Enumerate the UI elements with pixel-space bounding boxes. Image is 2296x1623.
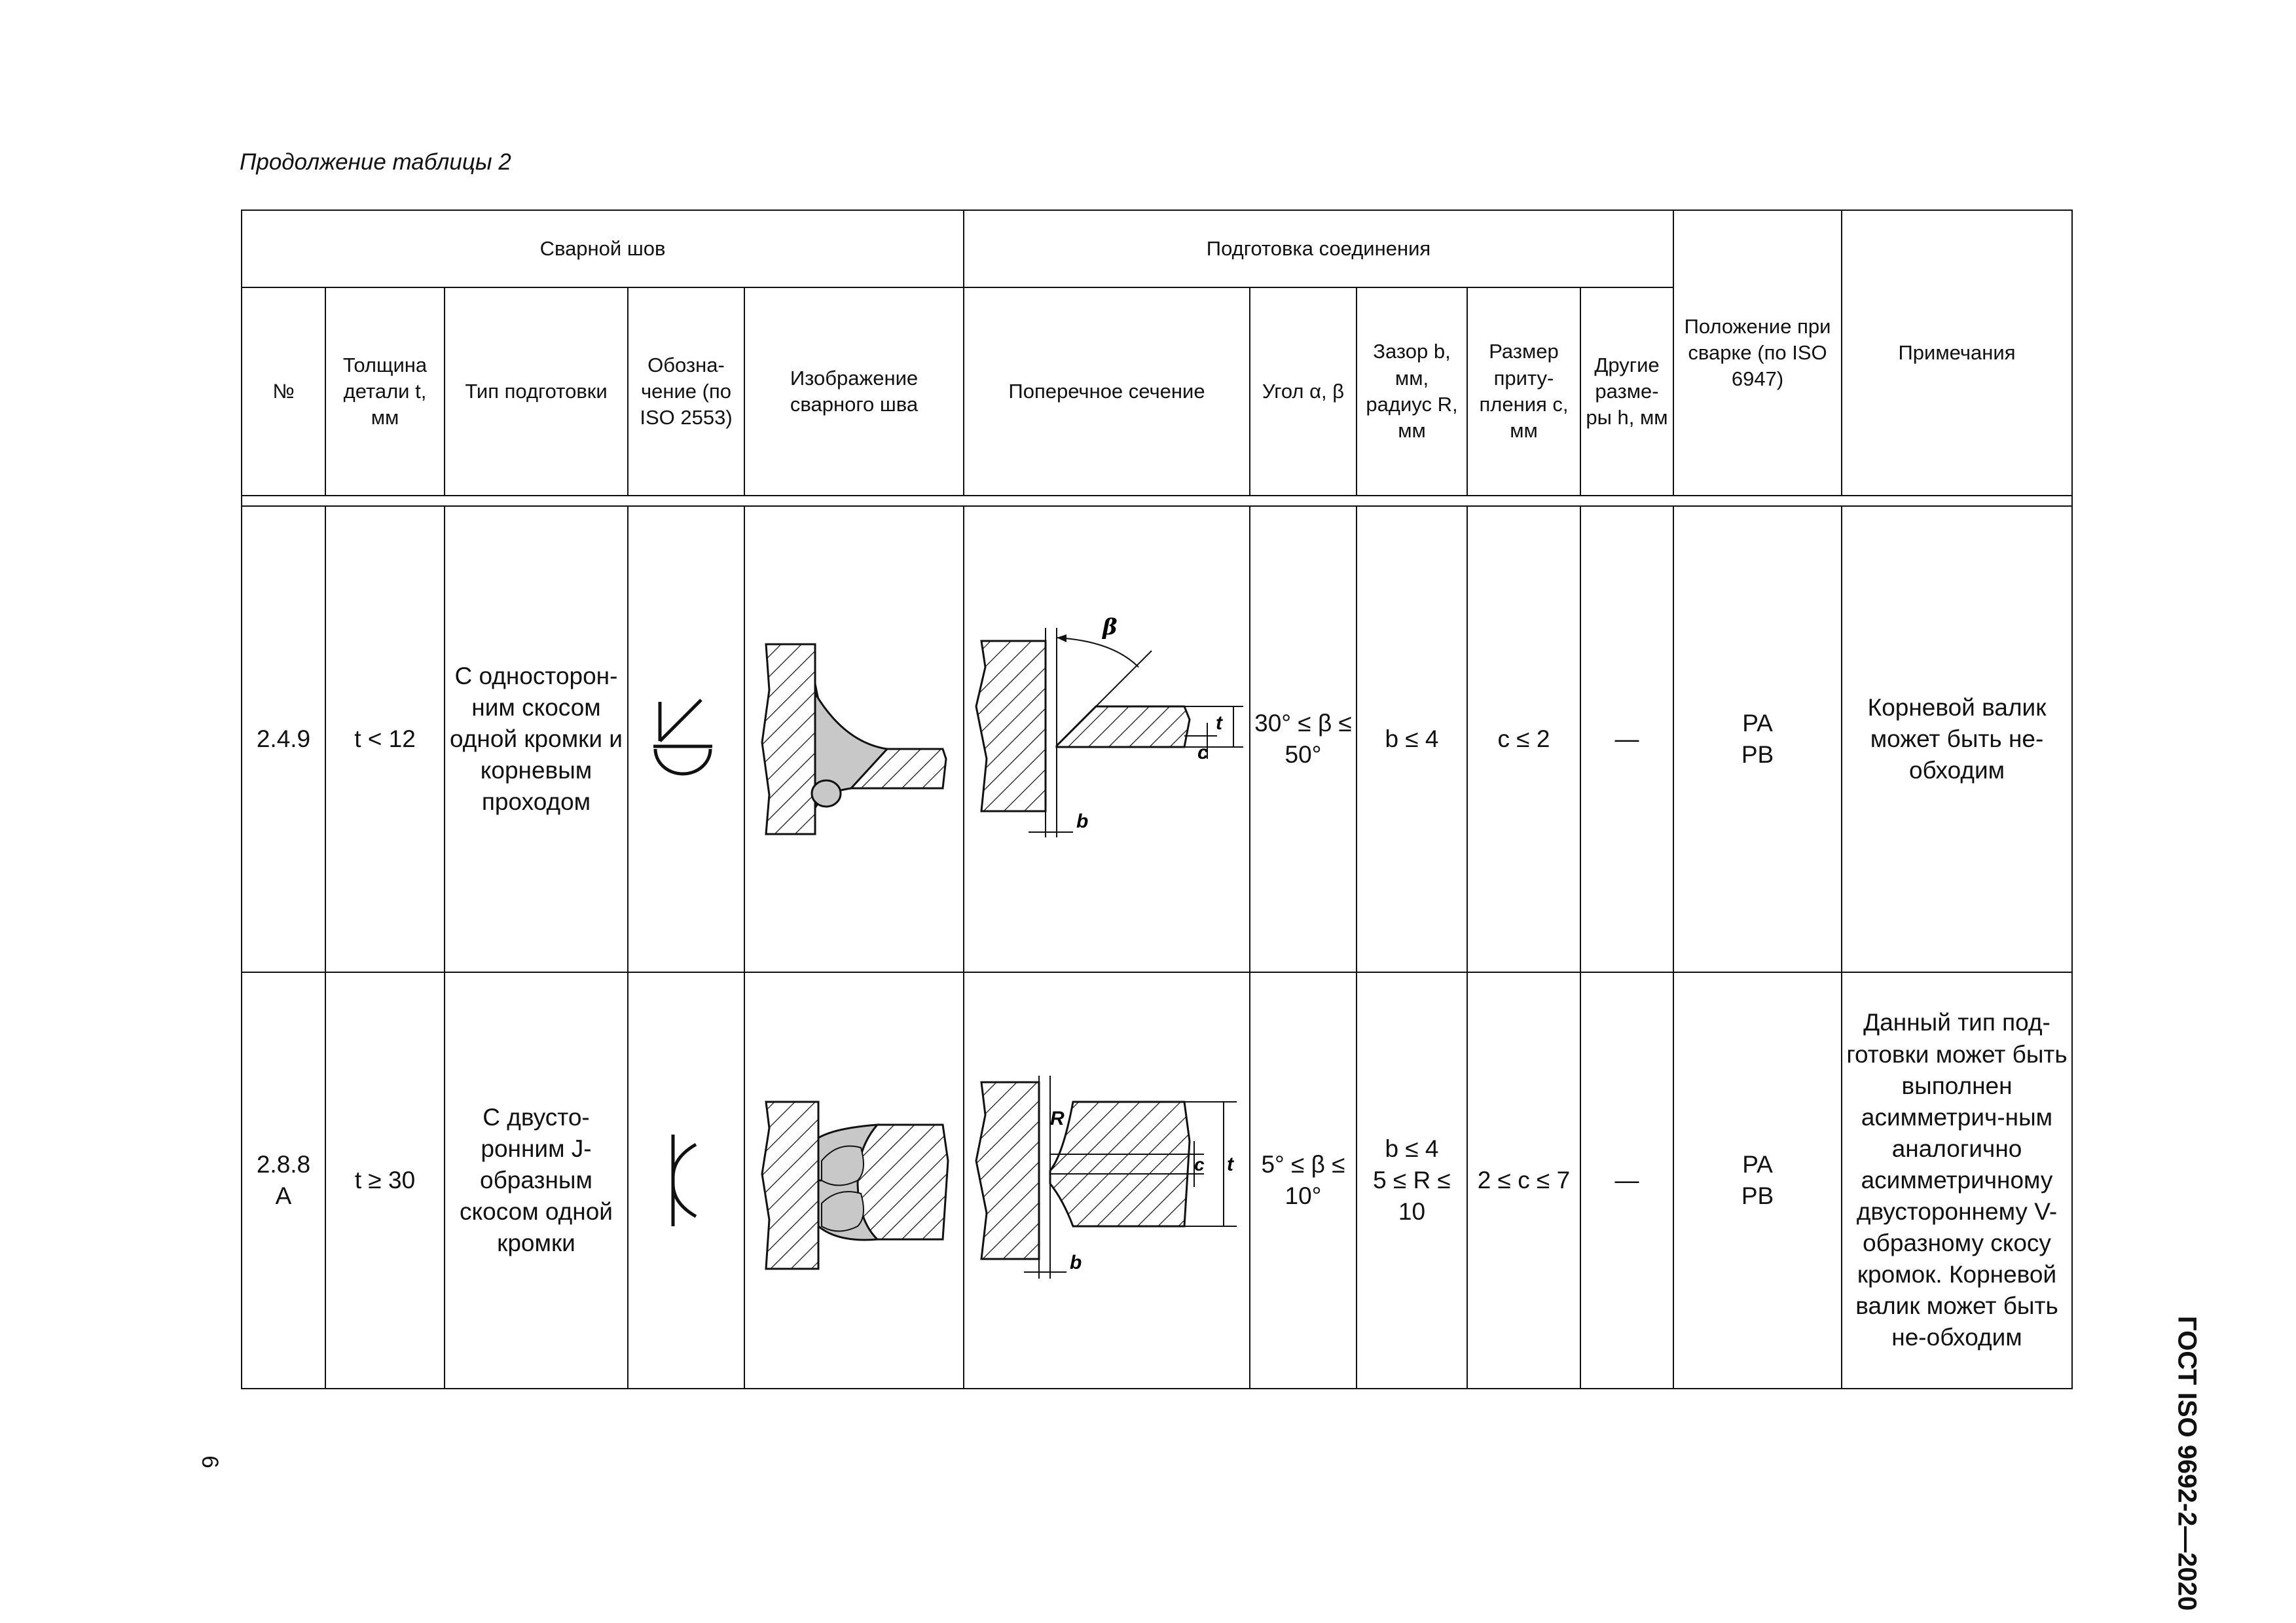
row-notes: Данный тип под-готовки может быть выполнен асимметрич-ным аналогично асимметричному двустороннему V-образному скосу кромок. Корневой валик может быть не-обходим	[1842, 972, 2072, 1389]
header-root-face: Размер приту-пления c, мм	[1467, 287, 1580, 496]
table-row	[242, 506, 2072, 972]
row-angle: 30° ≤ β ≤ 50°	[1250, 506, 1357, 972]
header-no: №	[242, 287, 325, 496]
row-root-face: 2 ≤ c ≤ 7	[1467, 972, 1580, 1389]
row-other: —	[1580, 506, 1673, 972]
row-notes: Корневой валик может быть не-обходим	[1842, 506, 2072, 972]
header-other: Другие разме-ры h, мм	[1580, 287, 1673, 496]
row-other: —	[1580, 972, 1673, 1389]
page-number: 6	[197, 1455, 223, 1468]
header-gap: Зазор b, мм, радиус R, мм	[1357, 287, 1467, 496]
row-position: PA PB	[1673, 972, 1842, 1389]
row-gap: b ≤ 4	[1357, 506, 1467, 972]
row-angle: 5° ≤ β ≤ 10°	[1250, 972, 1357, 1389]
row-root-face: c ≤ 2	[1467, 506, 1580, 972]
weld-symbol-cell	[628, 972, 744, 1389]
weld-image-cell	[744, 972, 964, 1389]
dim-c-label: c	[1194, 1154, 1205, 1175]
cross-section-cell	[964, 506, 1250, 972]
weld-image-drawing	[753, 1082, 956, 1279]
row-type: С двусто-ронним J-образным скосом одной кромки	[445, 972, 628, 1389]
row-number: 2.8.8 A	[242, 972, 325, 1389]
header-designation: Обозна-чение (по ISO 2553)	[628, 287, 744, 496]
weld-symbol-cell	[628, 506, 744, 972]
document-code: ГОСТ ISO 9692-2—2020	[2172, 1316, 2202, 1611]
row-gap: b ≤ 4 5 ≤ R ≤ 10	[1357, 972, 1467, 1389]
dim-b-label: b	[1076, 811, 1089, 832]
row-thickness: t ≥ 30	[325, 972, 445, 1389]
bevel-root-symbol-icon	[650, 697, 722, 782]
dim-t-label: t	[1227, 1154, 1233, 1175]
header-cross-section: Поперечное сечение	[964, 287, 1250, 496]
header-notes: Примечания	[1842, 210, 2072, 496]
table-caption: Продолжение таблицы 2	[240, 149, 511, 175]
weld-image-cell	[744, 506, 964, 972]
row-thickness: t < 12	[325, 506, 445, 972]
row-number: 2.4.9	[242, 506, 325, 972]
row-type: С односторон-ним скосом одной кромки и корневым проходом	[445, 506, 628, 972]
header-image: Изображение сварного шва	[744, 287, 964, 496]
cross-section-drawing	[968, 602, 1250, 877]
header-weld-group: Сварной шов	[242, 210, 964, 287]
weld-image-drawing	[753, 631, 956, 847]
cross-section-drawing	[968, 1069, 1250, 1292]
header-prep-group: Подготовка соединения	[964, 210, 1673, 287]
row-position: PA PB	[1673, 506, 1842, 972]
header-position: Положение при сварке (по ISO 6947)	[1673, 210, 1842, 496]
dim-r-label: R	[1050, 1108, 1065, 1129]
header-type: Тип подготовки	[445, 287, 628, 496]
dim-c-label: c	[1197, 742, 1209, 763]
dim-b-label: b	[1070, 1252, 1082, 1273]
weld-preparation-table	[241, 210, 2073, 1389]
table-row	[242, 972, 2072, 1389]
dim-t-label: t	[1216, 712, 1222, 734]
header-angle: Угол α, β	[1250, 287, 1357, 496]
dim-beta-label: β	[1102, 614, 1118, 640]
double-j-symbol-icon	[660, 1131, 712, 1230]
header-thickness: Толщина детали t, мм	[325, 287, 445, 496]
cross-section-cell	[964, 972, 1250, 1389]
